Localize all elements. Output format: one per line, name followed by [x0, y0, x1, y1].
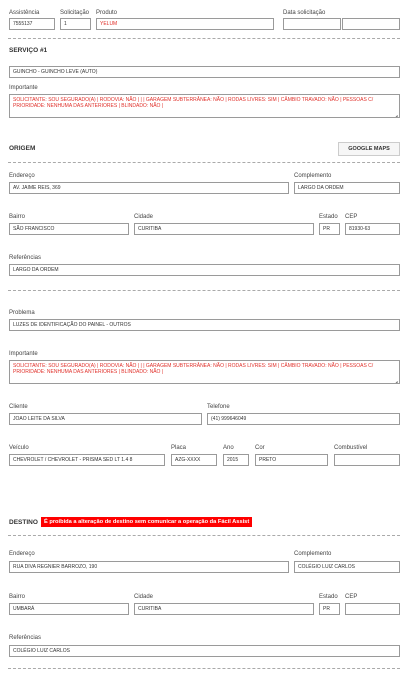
origem-cep-field[interactable]: 81930-63	[345, 223, 400, 235]
divider	[8, 668, 400, 669]
ano-label: Ano	[223, 445, 234, 451]
data-solicitacao-label: Data solicitação	[283, 10, 326, 16]
destino-complemento-field[interactable]: COLÉGIO LUIZ CARLOS	[294, 561, 400, 573]
origem-cidade-field[interactable]: CURITIBA	[134, 223, 314, 235]
destino-referencias-field[interactable]: COLÉGIO LUIZ CARLOS	[9, 645, 400, 657]
destino-cidade-field[interactable]: CURITIBA	[134, 603, 314, 615]
veiculo-field[interactable]: CHEVROLET / CHEVROLET - PRISMA SED LT 1.4 8	[9, 454, 165, 466]
destino-bairro-field[interactable]: UMBARÁ	[9, 603, 129, 615]
assistencia-label: Assistência	[9, 10, 40, 16]
divider	[8, 162, 400, 163]
telefone-label: Telefone	[207, 404, 230, 410]
servico-title: SERVIÇO #1	[9, 47, 48, 54]
destino-cep-field[interactable]	[345, 603, 400, 615]
destino-title: DESTINO	[9, 519, 38, 526]
origem-cep-label: CEP	[345, 214, 358, 220]
solicitacao-field[interactable]: 1	[60, 18, 91, 30]
destino-alert-badge: É proibida a alteração de destino sem comunicar a operação da Fácil Assist	[41, 517, 252, 527]
importante-text: SOLICITANTE: SOU SEGURADO(A) | RODOVIA: NÃO | | | GARAGEM SUBTERRÂNEA: NÃO | RODAS LIVRES: SIM | CÂMBIO TRAVADO: NÃO | PESSOAS C/ PRIORIDADE: NENHUMA DAS ANTERIORES | BLINDADO: NÃO |	[13, 97, 374, 110]
origem-estado-field[interactable]: PR	[319, 223, 340, 235]
origem-complemento-label: Complemento	[294, 173, 332, 179]
assistencia-field[interactable]: 7555137	[9, 18, 55, 30]
destino-complemento-label: Complemento	[294, 551, 332, 557]
veiculo-label: Veículo	[9, 445, 29, 451]
problema-importante-text: SOLICITANTE: SOU SEGURADO(A) | RODOVIA: NÃO | | | GARAGEM SUBTERRÂNEA: NÃO | RODAS LIVRES: SIM | CÂMBIO TRAVADO: NÃO | PESSOAS C/ PRIORIDADE: NENHUMA DAS ANTERIORES | BLINDADO: NÃO |	[13, 363, 374, 376]
destino-estado-field[interactable]: PR	[319, 603, 340, 615]
origem-referencias-label: Referências	[9, 255, 42, 261]
resize-handle-icon[interactable]	[392, 110, 398, 116]
telefone-field[interactable]: (41) 999646049	[207, 413, 400, 425]
combustivel-label: Combustível	[334, 445, 368, 451]
origem-bairro-field[interactable]: SÃO FRANCISCO	[9, 223, 129, 235]
origem-endereco-label: Endereço	[9, 173, 35, 179]
cor-field[interactable]: PRETO	[255, 454, 328, 466]
google-maps-button[interactable]: GOOGLE MAPS	[338, 142, 400, 156]
origem-endereco-field[interactable]: AV. JAIME REIS, 369	[9, 182, 289, 194]
divider	[8, 38, 400, 39]
hora-solicitacao-field[interactable]	[342, 18, 400, 30]
destino-cep-label: CEP	[345, 594, 358, 600]
servico-field[interactable]: GUINCHO - GUINCHO LEVE (AUTO)	[9, 66, 400, 78]
placa-field[interactable]: AZG-XXXX	[171, 454, 217, 466]
divider	[8, 290, 400, 291]
resize-handle-icon[interactable]	[392, 376, 398, 382]
cliente-label: Cliente	[9, 404, 28, 410]
destino-referencias-label: Referências	[9, 635, 42, 641]
destino-estado-label: Estado	[319, 594, 338, 600]
origem-referencias-field[interactable]: LARGO DA ORDEM	[9, 264, 400, 276]
combustivel-field[interactable]	[334, 454, 400, 466]
origem-estado-label: Estado	[319, 214, 338, 220]
problema-field[interactable]: LUZES DE IDENTIFICAÇÃO DO PAINEL - OUTROS	[9, 319, 400, 331]
destino-cidade-label: Cidade	[134, 594, 154, 600]
origem-cidade-label: Cidade	[134, 214, 154, 220]
produto-field[interactable]: YELUM	[96, 18, 274, 30]
divider	[8, 535, 400, 536]
destino-endereco-field[interactable]: RUA DIVA REGNIER BARROZO, 190	[9, 561, 289, 573]
importante-textarea[interactable]	[9, 94, 400, 118]
cliente-field[interactable]: JOAO LEITE DA SILVA	[9, 413, 202, 425]
origem-bairro-label: Bairro	[9, 214, 26, 220]
problema-importante-label: Importante	[9, 351, 38, 357]
origem-complemento-field[interactable]: LARGO DA ORDEM	[294, 182, 400, 194]
solicitacao-label: Solicitação	[60, 10, 90, 16]
destino-endereco-label: Endereço	[9, 551, 35, 557]
data-solicitacao-field[interactable]	[283, 18, 341, 30]
problema-importante-textarea[interactable]	[9, 360, 400, 384]
importante-label: Importante	[9, 85, 38, 91]
origem-title: ORIGEM	[9, 145, 36, 152]
destino-bairro-label: Bairro	[9, 594, 26, 600]
problema-label: Problema	[9, 310, 35, 316]
produto-label: Produto	[96, 10, 118, 16]
ano-field[interactable]: 2015	[223, 454, 249, 466]
placa-label: Placa	[171, 445, 187, 451]
cor-label: Cor	[255, 445, 265, 451]
